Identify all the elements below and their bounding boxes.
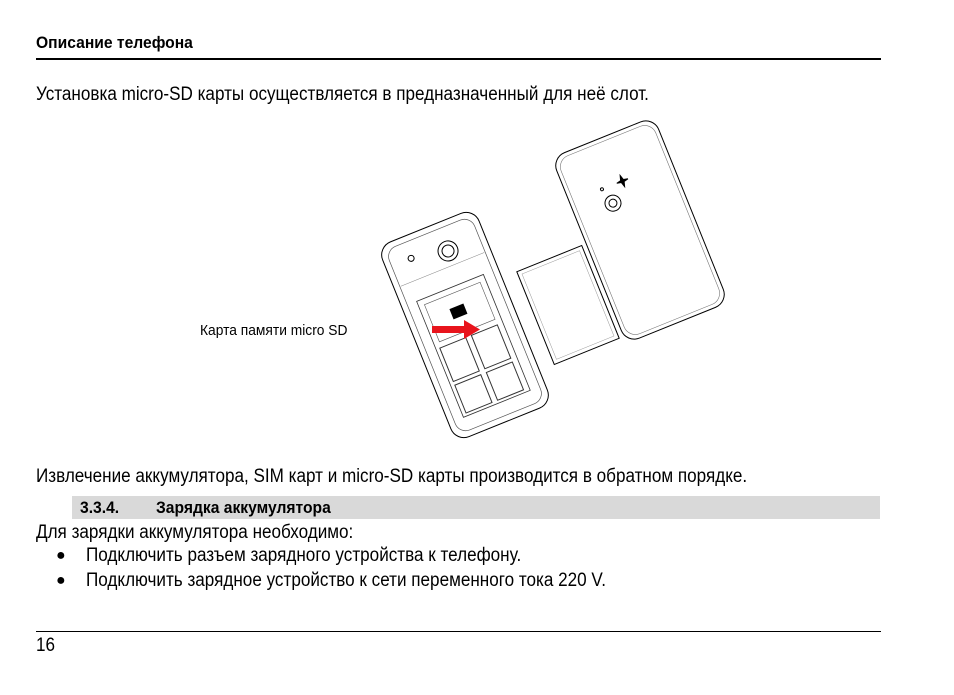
header-divider — [36, 58, 881, 60]
memory-card-callout: Карта памяти micro SD — [200, 322, 348, 339]
page-number: 16 — [36, 635, 56, 656]
charging-intro: Для зарядки аккумулятора необходимо: — [36, 522, 354, 543]
red-arrow-indicator — [432, 320, 480, 339]
back-cover — [552, 120, 729, 343]
section-title: Зарядка аккумулятора — [156, 498, 331, 517]
battery — [517, 246, 619, 365]
page-header-title: Описание телефона — [36, 33, 193, 52]
phone-sd-card-illustration — [380, 120, 740, 440]
bullet-icon: ● — [56, 572, 66, 589]
section-number: 3.3.4. — [80, 498, 120, 517]
logo-mark — [615, 173, 631, 189]
list-item-text: Подключить разъем зарядного устройства к телефону. — [86, 545, 522, 566]
intro-paragraph: Установка micro-SD карты осуществляется в предназначенный для неё слот. — [36, 84, 649, 105]
section-heading — [72, 496, 880, 519]
bullet-icon: ● — [56, 547, 66, 564]
list-item-text: Подключить зарядное устройство к сети переменного тока 220 V. — [86, 570, 607, 591]
removal-note: Извлечение аккумулятора, SIM карт и micro-SD карты производится в обратном порядке. — [36, 466, 748, 487]
footer-divider — [36, 631, 881, 632]
